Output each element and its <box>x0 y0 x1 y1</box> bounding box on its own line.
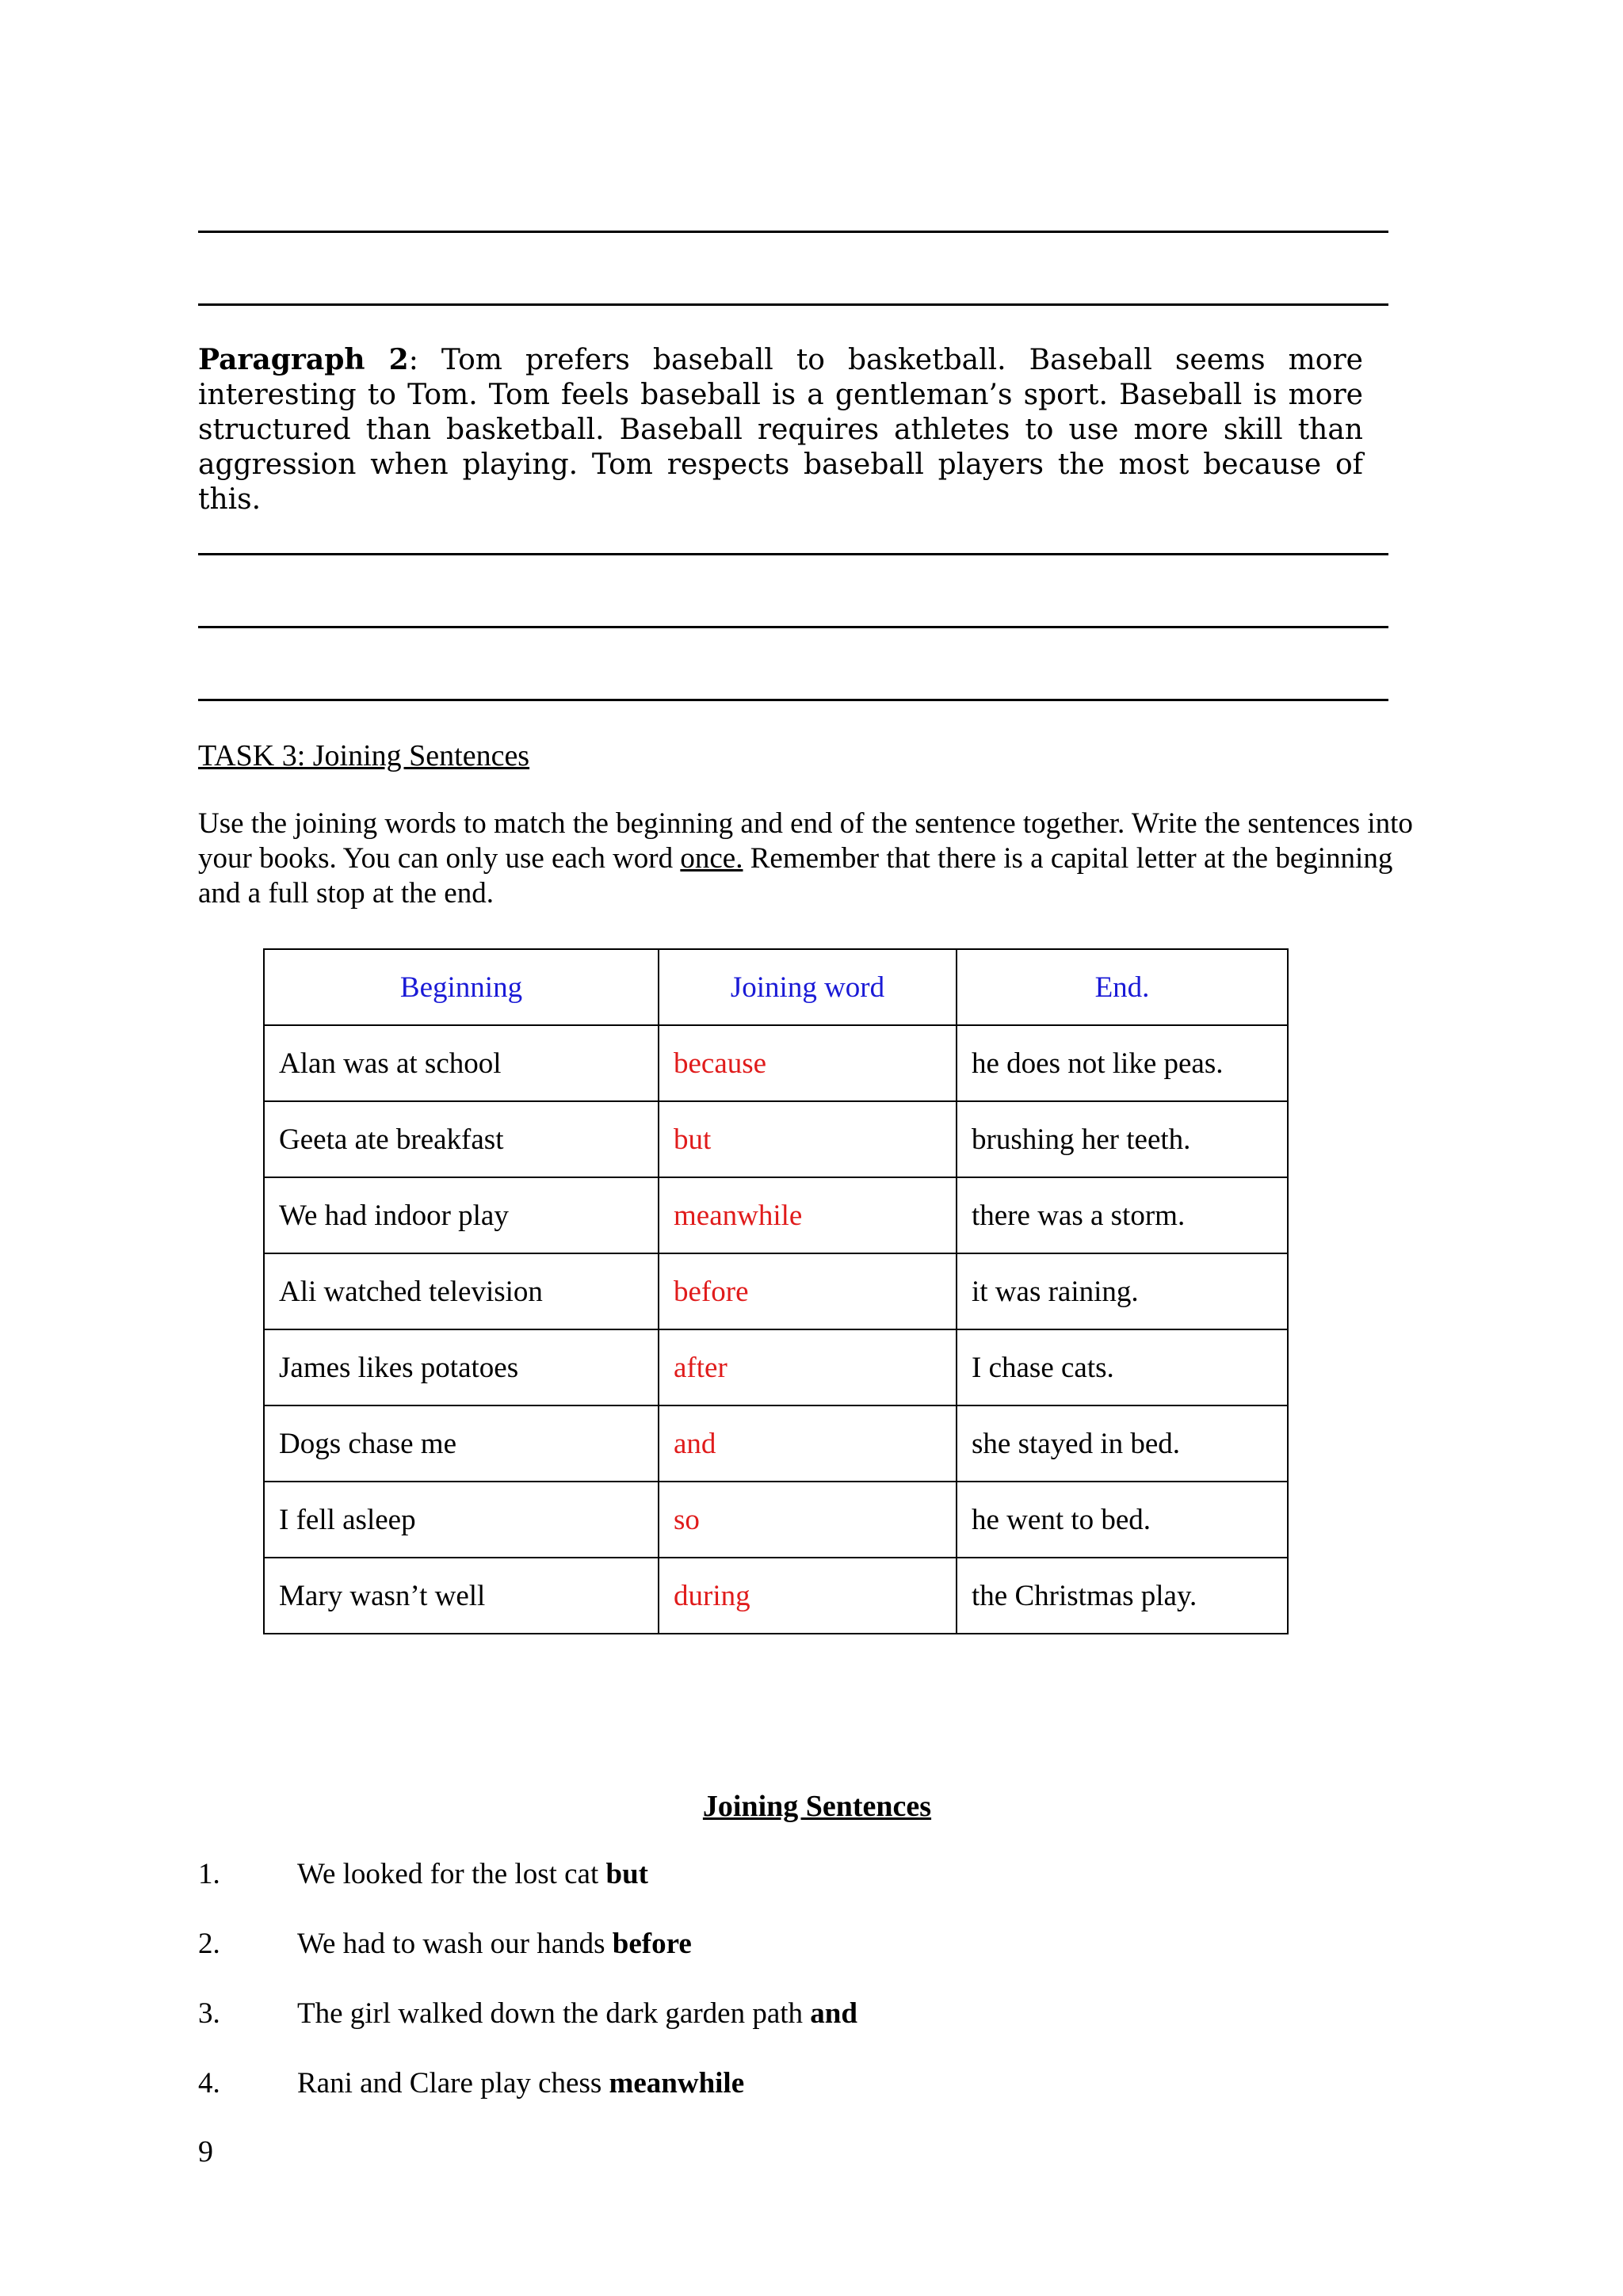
cell-joining-word: after <box>659 1329 957 1405</box>
cell-beginning: Ali watched television <box>264 1253 659 1329</box>
item-number: 2. <box>198 1928 220 1960</box>
cell-joining-word: and <box>659 1405 957 1482</box>
item-number: 1. <box>198 1858 220 1890</box>
table-row <box>264 1025 1288 1101</box>
cell-end: there was a storm. <box>957 1177 1288 1253</box>
joining-word: before <box>612 1928 692 1960</box>
cell-joining-word: because <box>659 1025 957 1101</box>
item-text <box>297 2066 744 2100</box>
instructions-part-2: Remember that there is a capital letter at the beginning and a full stop at the end. <box>198 842 1393 910</box>
item-number: 4. <box>198 2067 220 2100</box>
table-row <box>264 1329 1288 1405</box>
table-row <box>264 1558 1288 1634</box>
table-row <box>264 1482 1288 1558</box>
answer-line <box>198 303 1388 306</box>
table-row <box>264 1405 1288 1482</box>
table-header-row <box>264 949 1288 1025</box>
paragraph-2-label: Paragraph 2 <box>198 343 409 376</box>
cell-end: the Christmas play. <box>957 1558 1288 1634</box>
cell-end: I chase cats. <box>957 1329 1288 1405</box>
cell-joining-word: during <box>659 1558 957 1634</box>
joining-word: meanwhile <box>609 2067 745 2100</box>
table-row <box>264 1253 1288 1329</box>
instructions-emphasis: once. <box>680 842 743 875</box>
table-row <box>264 1101 1288 1177</box>
cell-joining-word: before <box>659 1253 957 1329</box>
cell-beginning: Mary wasn’t well <box>264 1558 659 1634</box>
joining-word: but <box>605 1858 648 1890</box>
cell-joining-word: but <box>659 1101 957 1177</box>
item-text <box>297 1927 692 1961</box>
joining-sentences-title: Joining Sentences <box>702 1790 932 1823</box>
item-number: 3. <box>198 1997 220 2030</box>
header-joining-word: Joining word <box>659 949 957 1025</box>
cell-joining-word: so <box>659 1482 957 1558</box>
sentence-start: We looked for the lost cat <box>297 1858 606 1890</box>
cell-joining-word: meanwhile <box>659 1177 957 1253</box>
cell-end: she stayed in bed. <box>957 1405 1288 1482</box>
cell-beginning: James likes potatoes <box>264 1329 659 1405</box>
instructions-part-1: Use the joining words to match the beginning and end of the sentence together. Write the sentences into your books. You can only use each word <box>198 807 1413 875</box>
paragraph-2-text: : Tom prefers baseball to basketball. Baseball seems more interesting to Tom. Tom feels baseball is a gentleman’s sport. Baseball is more structured than basketball. Baseball requires athletes to use more skill than aggression when playing. Tom respects baseball players the most because of this. <box>198 344 1363 516</box>
item-text <box>297 1857 648 1891</box>
cell-end: brushing her teeth. <box>957 1101 1288 1177</box>
joining-word: and <box>810 1997 857 2030</box>
cell-end: it was raining. <box>957 1253 1288 1329</box>
sentence-start: We had to wash our hands <box>297 1928 613 1960</box>
sentence-start: The girl walked down the dark garden path <box>297 1997 811 2030</box>
answer-line <box>198 626 1388 628</box>
joining-words-table <box>263 948 1289 1634</box>
cell-beginning: Alan was at school <box>264 1025 659 1101</box>
page-number: 9 <box>198 2135 213 2168</box>
answer-line <box>198 231 1388 233</box>
task-3-instructions <box>198 807 1419 911</box>
cell-beginning: Dogs chase me <box>264 1405 659 1482</box>
paragraph-2 <box>198 342 1363 517</box>
cell-beginning: We had indoor play <box>264 1177 659 1253</box>
cell-end: he does not like peas. <box>957 1025 1288 1101</box>
task-3-heading: TASK 3: Joining Sentences <box>198 739 530 772</box>
sentence-start: Rani and Clare play chess <box>297 2067 609 2100</box>
header-beginning: Beginning <box>264 949 659 1025</box>
cell-end: he went to bed. <box>957 1482 1288 1558</box>
answer-line <box>198 699 1388 701</box>
table-row <box>264 1177 1288 1253</box>
item-text <box>297 1997 857 2031</box>
cell-beginning: Geeta ate breakfast <box>264 1101 659 1177</box>
answer-line <box>198 553 1388 555</box>
header-end: End. <box>957 949 1288 1025</box>
cell-beginning: I fell asleep <box>264 1482 659 1558</box>
